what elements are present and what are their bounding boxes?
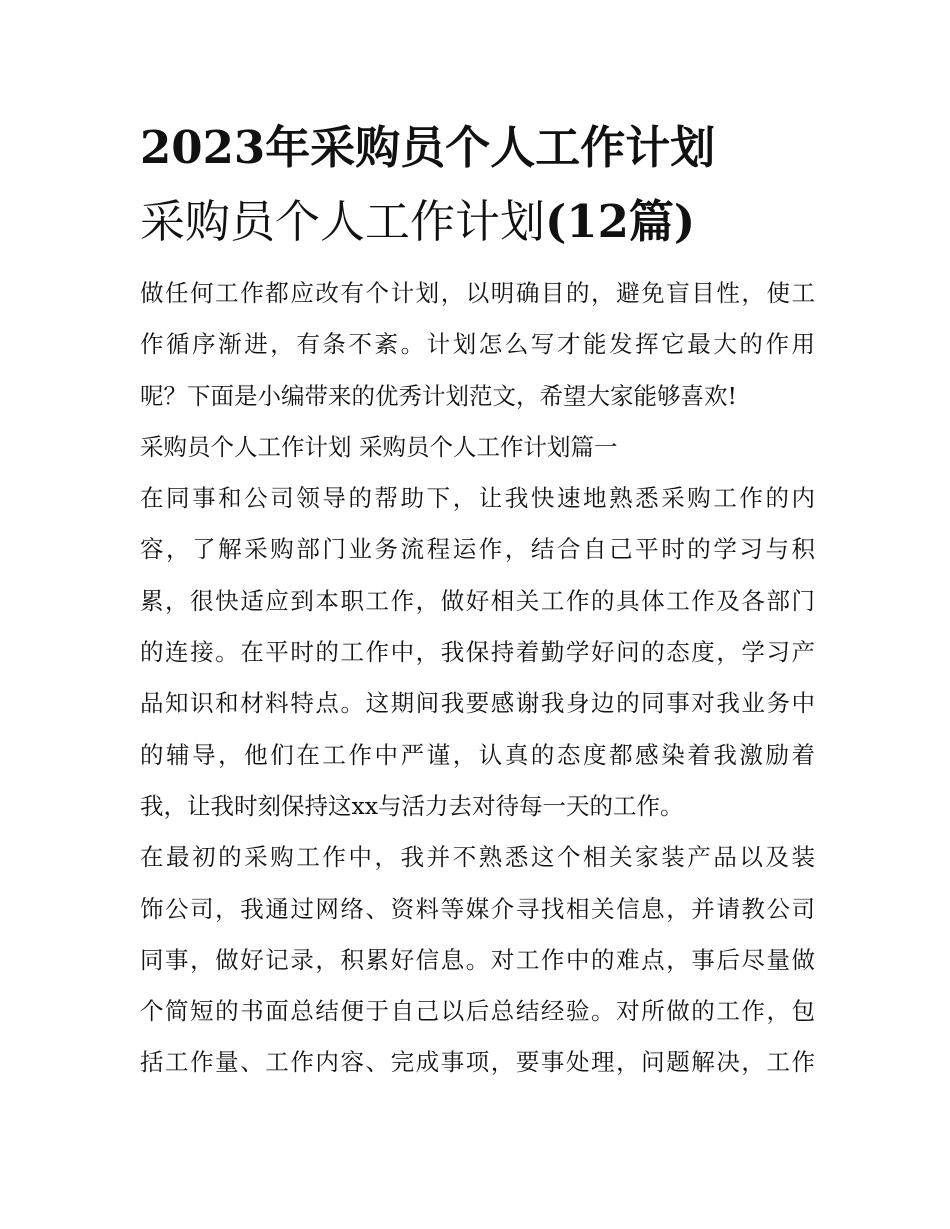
subtitle-count: (12篇) <box>545 195 696 248</box>
body-line: 饰公司，我通过网络、资料等媒介寻找相关信息，并请教公司 <box>140 894 815 923</box>
document-content <box>140 120 815 1089</box>
body-line: 品知识和材料特点。这期间我要感谢我身边的同事对我业务中 <box>140 689 815 718</box>
subtitle-text: 采购员个人工作计划 <box>140 195 546 248</box>
body-line: 做任何工作都应改有个计划，以明确目的，避免盲目性，使工 <box>140 279 815 307</box>
body-line: 呢？下面是小编带来的优秀计划范文，希望大家能够喜欢! <box>140 381 737 410</box>
body-line: 括工作量、工作内容、完成事项，要事处理，问题解决，工作 <box>140 1048 815 1077</box>
body-line: 个简短的书面总结便于自己以后总结经验。对所做的工作，包 <box>140 997 815 1026</box>
body-line: 在同事和公司领导的帮助下，让我快速地熟悉采购工作的内 <box>140 484 815 513</box>
body-line: 的辅导，他们在工作中严谨，认真的态度都感染着我激励着 <box>140 740 815 769</box>
body-line: 我，让我时刻保持这xx与活力去对待每一天的工作。 <box>140 791 684 820</box>
document-body <box>140 268 815 1089</box>
section-heading: 采购员个人工作计划 采购员个人工作计划篇一 <box>140 432 618 461</box>
document-subtitle <box>140 194 815 250</box>
body-line: 累，很快适应到本职工作，做好相关工作的具体工作及各部门 <box>140 586 815 615</box>
body-line: 容，了解采购部门业务流程运作，结合自己平时的学习与积 <box>140 535 815 564</box>
body-line: 在最初的采购工作中，我并不熟悉这个相关家装产品以及装 <box>140 843 815 872</box>
body-line: 作循序渐进，有条不紊。计划怎么写才能发挥它最大的作用 <box>140 330 815 359</box>
body-line: 同事，做好记录，积累好信息。对工作中的难点，事后尽量做 <box>140 945 815 974</box>
document-title: 2023年采购员个人工作计划 <box>140 121 716 174</box>
body-line: 的连接。在平时的工作中，我保持着勤学好问的态度，学习产 <box>140 638 815 667</box>
